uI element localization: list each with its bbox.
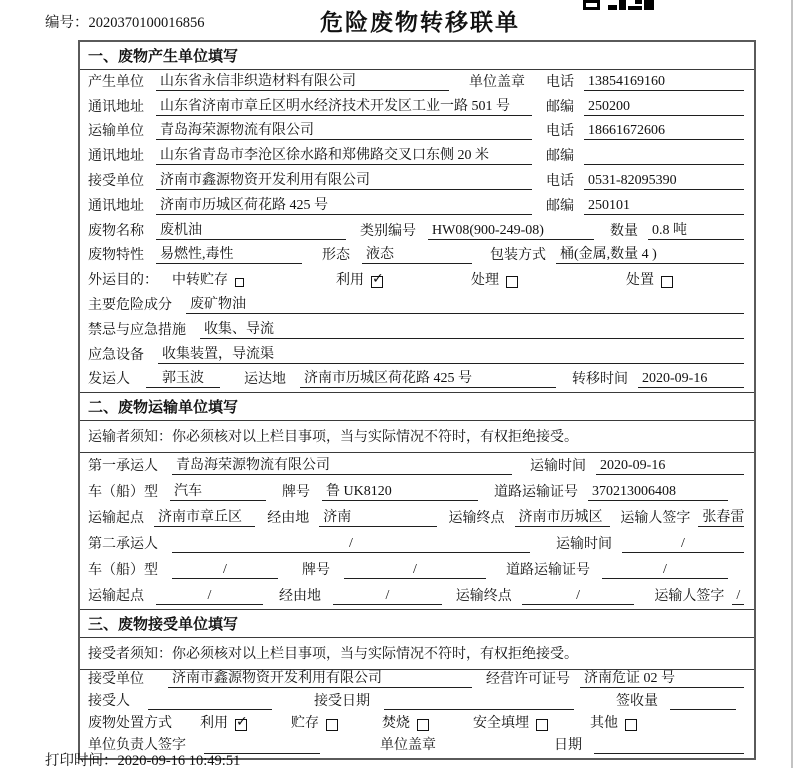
section-producer [80,42,754,392]
permit-value: 济南危证 02 号 [580,667,744,688]
disposal-option-label: 安全填埋 [473,716,529,732]
disposal-row [80,714,754,736]
acceptor-label: 接受人 [88,694,130,710]
producer-label: 产生单位 [88,74,144,90]
receiver-address-value: 济南市历城区荷花路 425 号 [156,194,532,215]
end-label: 运输终点 [448,511,505,527]
receiver-label: 接受单位 [88,672,144,688]
transporter-notice: 运输者须知：你必须核对以上栏目事项，当与实际情况不符时，有权拒绝接受。 [80,421,754,453]
print-time-line [45,749,240,768]
acceptor-value [148,709,272,710]
shipper-value: 郭玉波 [146,367,220,388]
storage-checkbox [326,719,338,731]
vehicle-label: 车（船）型 [88,485,158,501]
phone-label: 电话 [546,74,574,90]
qr-code-fragment [583,0,661,11]
carrier1-via-value: 济南 [319,506,436,527]
disposal-option-label: 其他 [590,716,618,732]
receiver-zip-value: 250101 [584,198,744,215]
carrier2-vehicle-value: / [172,562,278,579]
carrier2-time-value: / [622,536,744,553]
disposal-option-label: 利用 [200,716,228,732]
category-value: HW08(900-249-08) [428,223,594,240]
dispose-checkbox [661,276,673,288]
zip-label: 邮编 [546,99,574,115]
sign-label: 运输人签字 [654,589,725,605]
permit-label: 经营许可证号 [486,672,570,688]
carrier1-plate-value: 鲁 UK8120 [322,480,478,501]
serial-number-line [45,11,205,32]
receiver-value: 济南市鑫源物资开发利用有限公司 [168,667,472,688]
packing-label: 包装方式 [490,248,546,264]
carrier2-value: / [172,536,530,553]
producer-address-row [80,95,754,120]
purpose-row [80,268,754,293]
purpose-option-label: 中转贮存 [172,273,228,289]
purpose-option-label: 利用 [336,273,364,289]
page-title: 危险废物转移联单 [320,10,520,35]
form-table [78,40,756,760]
transporter-value: 青岛海荣源物流有限公司 [156,119,532,140]
origin-label: 运输起点 [88,511,144,527]
origin-label: 运输起点 [88,589,144,605]
sign-qty-label: 签收量 [616,694,658,710]
disposal-option-label: 贮存 [291,716,319,732]
incinerate-checkbox [417,719,429,731]
utilize-checkbox [371,276,383,288]
transporter-address-value: 山东省青岛市李沧区徐水路和郑佛路交叉口东侧 20 米 [156,144,532,165]
right-window-edge [791,0,793,768]
transport-time-label: 运输时间 [530,459,586,475]
unit-seal-label: 单位盖章 [469,74,525,90]
carrier2-origin-value: / [156,588,263,605]
date-label: 日期 [554,738,582,754]
receive-unit-row [80,670,754,692]
sign-qty-value [670,709,736,710]
equipment-label: 应急设备 [88,347,144,363]
carrier1-vehicle-value: 汽车 [170,480,266,501]
sign-label: 运输人签字 [620,511,691,527]
waste-name-row [80,219,754,244]
taboo-value: 收集、导流 [200,318,744,339]
packing-value: 桶(金属,数量 4 ) [556,243,744,264]
receiver-address-row [80,194,754,219]
shipper-label: 发运人 [88,372,130,388]
receiver-label: 接受单位 [88,173,144,189]
head-sign-label: 单位负责人签字 [88,738,186,754]
address-label: 通讯地址 [88,99,144,115]
transporter-row [80,120,754,145]
carrier1-sign-value: 张春雷 [698,506,744,527]
taboo-label: 禁忌与应急措施 [88,322,186,338]
carrier1-label: 第一承运人 [88,459,158,475]
category-label: 类别编号 [360,223,416,239]
accept-date-value [384,709,574,710]
transporter-zip-value [584,164,744,165]
other-checkbox [625,719,637,731]
carrier2-license-value: / [602,562,728,579]
address-label: 通讯地址 [88,149,144,165]
producer-phone-value: 13854169160 [584,74,744,91]
carrier2-plate-value: / [344,562,486,579]
equipment-row [80,343,754,368]
serial-label: 编号： [45,15,89,31]
purpose-label: 外运目的： [88,273,158,289]
carrier1-origin-value: 济南市章丘区 [154,506,255,527]
destination-value: 济南市历城区荷花路 425 号 [300,367,556,388]
phone-label: 电话 [546,173,574,189]
section1-header: 一、废物产生单位填写 [80,42,754,70]
purpose-option-label: 处理 [471,273,499,289]
transporter-phone-value: 18661672606 [584,123,744,140]
address-label: 通讯地址 [88,198,144,214]
trait-value: 易燃性,毒性 [156,243,302,264]
carrier2-sign-value: / [732,588,744,605]
accept-date-label: 接受日期 [314,694,370,710]
plate-label: 牌号 [282,485,310,501]
producer-zip-value: 250200 [584,99,744,116]
destination-label: 运达地 [244,372,286,388]
carrier1-row [80,453,754,479]
waste-trait-row [80,244,754,269]
print-time-label: 打印时间： [45,753,118,768]
hazard-label: 主要危险成分 [88,297,172,313]
transfer-storage-checkbox [235,278,244,287]
trait-label: 废物特性 [88,248,144,264]
form-label: 形态 [322,248,350,264]
transporter-address-row [80,144,754,169]
print-time-value: 2020-09-16 10:49:51 [117,753,241,768]
acceptor-row [80,692,754,714]
producer-row [80,70,754,95]
carrier2-via-value: / [333,588,442,605]
section-transporter [80,392,754,609]
section2-header: 二、废物运输单位填写 [80,393,754,421]
carrier2-vehicle-row [80,557,754,583]
license-label: 道路运输证号 [506,563,590,579]
disposal-option-label: 焚烧 [382,716,410,732]
carrier1-time-value: 2020-09-16 [596,458,744,475]
via-label: 经由地 [267,511,310,527]
hazard-value: 废矿物油 [186,293,744,314]
transporter-label: 运输单位 [88,124,144,140]
purpose-option-label: 处置 [626,273,654,289]
section-receiver [80,609,754,758]
producer-address-value: 山东省济南市章丘区明水经济技术开发区工业一路 501 号 [156,95,532,116]
carrier2-end-value: / [522,588,635,605]
carrier1-vehicle-row [80,479,754,505]
transport-time-label: 运输时间 [556,537,612,553]
receiver-notice: 接受者须知：你必须核对以上栏目事项，当与实际情况不符时，有权拒绝接受。 [80,638,754,670]
form-value: 液态 [362,243,472,264]
plate-label: 牌号 [302,563,330,579]
quantity-value: 0.8 吨 [648,219,744,240]
carrier2-label: 第二承运人 [88,537,158,553]
date-value [594,753,744,754]
hazard-row [80,293,754,318]
carrier1-value: 青岛海荣源物流有限公司 [172,454,512,475]
vehicle-label: 车（船）型 [88,563,158,579]
carrier2-row [80,531,754,557]
utilize-checkbox [235,719,247,731]
disposal-label: 废物处置方式 [88,716,172,732]
receiver-phone-value: 0531-82095390 [584,173,744,190]
receiver-value: 济南市鑫源物资开发利用有限公司 [156,169,532,190]
license-label: 道路运输证号 [494,485,578,501]
transfer-time-value: 2020-09-16 [638,371,744,388]
producer-value: 山东省永信非织造材料有限公司 [156,70,449,91]
zip-label: 邮编 [546,198,574,214]
carrier1-end-value: 济南市历城区 [515,506,611,527]
equipment-value: 收集装置，导流渠 [158,343,744,364]
transfer-time-label: 转移时间 [572,372,628,388]
quantity-label: 数量 [610,223,638,239]
phone-label: 电话 [546,124,574,140]
carrier1-license-value: 370213006408 [588,484,728,501]
via-label: 经由地 [278,589,321,605]
carrier2-route-row [80,583,754,609]
zip-label: 邮编 [546,149,574,165]
carrier1-route-row [80,505,754,531]
waste-name-label: 废物名称 [88,223,144,239]
taboo-row [80,318,754,343]
serial-number: 2020370100016856 [88,15,205,31]
treat-checkbox [506,276,518,288]
unit-seal-label: 单位盖章 [380,738,436,754]
waste-name-value: 废机油 [156,219,346,240]
end-label: 运输终点 [455,589,512,605]
receiver-row [80,169,754,194]
shipper-row [80,368,754,393]
section3-header: 三、废物接受单位填写 [80,610,754,638]
landfill-checkbox [536,719,548,731]
